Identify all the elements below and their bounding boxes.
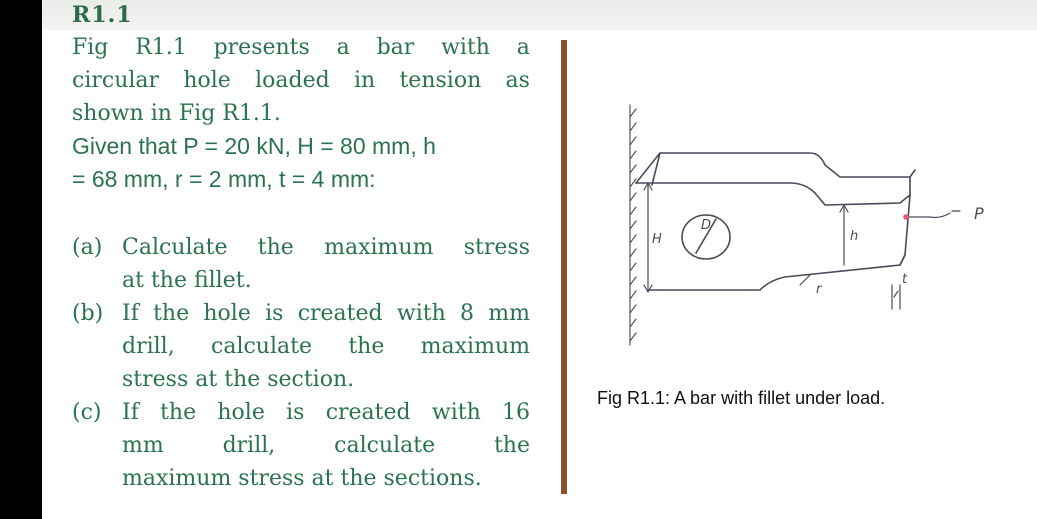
vertical-divider [561,40,567,494]
word: the [348,334,385,359]
word: with [396,301,446,326]
word: hole [203,301,251,326]
word: tension [399,68,482,93]
word: presents [213,35,310,60]
bar-outline [636,153,915,290]
word: a [336,35,350,60]
word: drill, [122,334,175,359]
word: circular [72,68,160,93]
word: calculate [211,334,312,359]
label-P: P [974,204,984,223]
word: mm [122,433,164,458]
word: stress [463,235,530,260]
word: bar [376,35,415,60]
word: 8 [460,301,474,326]
word: 16 [502,400,530,425]
figure-caption: Fig R1.1: A bar with fillet under load. [597,388,886,408]
word: the [493,433,530,458]
word: the [257,235,294,260]
left-black-bar [0,0,42,519]
intro-line-3: shown in Fig R1.1. [72,101,281,126]
item-b-line-1 [122,297,530,330]
word: maximum [324,235,434,260]
item-a-line-1 [122,231,530,264]
word: mm [488,301,530,326]
word: in [353,68,376,93]
item-a-marker: (a) [72,235,103,260]
intro-line-1 [72,31,530,64]
word: is [265,301,284,326]
label-h: h [850,229,859,244]
word: the [153,301,190,326]
label-r: r [816,282,822,297]
word: If [122,400,139,425]
item-c-line-2 [122,429,530,462]
label-t: t [902,272,908,287]
word: a [516,35,530,60]
word: created [297,301,383,326]
section-heading: R1.1 [72,2,133,28]
word: Fig [72,35,109,60]
word: the [160,400,197,425]
intro-line-2 [72,64,530,97]
intro-line-4: Given that P = 20 kN, H = 80 mm, h [72,133,436,159]
item-b-line-3: stress at the section. [122,367,355,392]
word: drill, [222,433,276,458]
label-D: D [701,218,712,233]
item-c-line-1 [122,396,530,429]
item-b-line-2 [122,330,530,363]
item-c-line-3: maximum stress at the sections. [122,466,482,491]
wall-hatching [630,105,636,345]
word: created [325,400,411,425]
word: calculate [334,433,436,458]
item-b-marker: (b) [72,301,104,326]
word: hole [217,400,265,425]
top-strip [42,0,1037,30]
word: loaded [255,68,330,93]
word: as [505,68,530,93]
word: hole [183,68,231,93]
word: If [122,301,139,326]
load-point [904,215,908,219]
item-c-marker: (c) [72,400,102,425]
word: with [431,400,481,425]
word: Calculate [122,235,228,260]
word: with [441,35,490,60]
bar-figure [600,95,1000,375]
word: is [286,400,305,425]
item-a-line-2: at the fillet. [122,268,252,293]
intro-line-5: = 68 mm, r = 2 mm, t = 4 mm: [72,166,376,192]
word: maximum [420,334,530,359]
label-H: H [652,232,662,247]
word: R1.1 [135,35,187,60]
